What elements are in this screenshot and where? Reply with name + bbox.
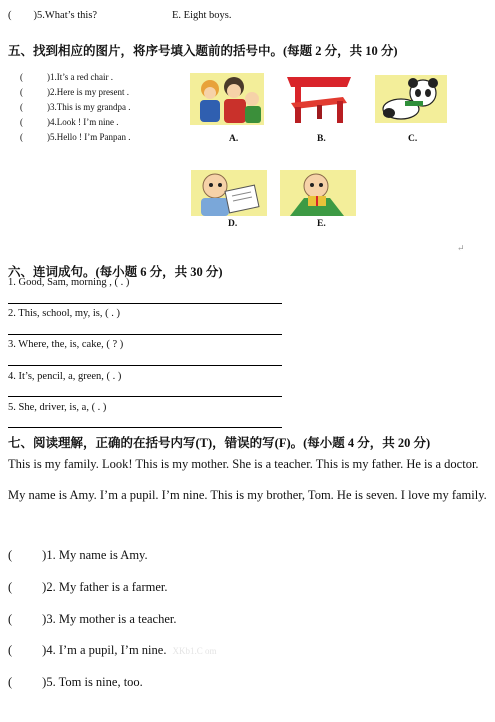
s5-item-2: ( )2.Here is my present . xyxy=(20,87,129,97)
reading-passage: This is my family. Look! This is my mother. She is a teacher. This is my father. He is a doctor. My name is Amy. I’m a pupil. I’m nine. This is my brother, Tom. He is seven. I love my family. xyxy=(8,457,487,502)
s5-item-4: ( )4.Look ! I’m nine . xyxy=(20,117,119,127)
section5-heading: 五、找到相应的图片，将序号填入题前的括号中。(每题 2 分，共 10 分) xyxy=(8,44,398,58)
picture-b-red-chair xyxy=(281,73,357,125)
s7-item-1: ( )1. My name is Amy. xyxy=(8,548,148,562)
answer-line-4[interactable] xyxy=(8,396,282,397)
picture-c-panda xyxy=(375,75,447,123)
s7-item-2: ( )2. My father is a farmer. xyxy=(8,580,168,594)
top-question-5: ( )5.What’s this? xyxy=(8,10,98,21)
s5-item-5: ( )5.Hello ! I’m Panpan . xyxy=(20,132,131,142)
s7-item-3: ( )3. My mother is a teacher. xyxy=(8,612,177,626)
label-c: C. xyxy=(408,134,418,144)
label-b: B. xyxy=(317,134,326,144)
section6-heading: 六、连词成句。(每小题 6 分，共 30 分) xyxy=(8,265,223,279)
s5-item-3: ( )3.This is my grandpa . xyxy=(20,102,131,112)
watermark: XKb1.C om xyxy=(172,646,217,656)
picture-e-boy-present xyxy=(280,170,356,216)
answer-line-5[interactable] xyxy=(8,427,282,428)
s6-item-3: 3. Where, the, is, cake, ( ? ) xyxy=(8,339,124,350)
answer-line-2[interactable] xyxy=(8,334,282,335)
s6-item-5: 5. She, driver, is, a, ( . ) xyxy=(8,402,107,413)
s7-item-4: ( )4. I’m a pupil, I’m nine. XKb1.C om xyxy=(8,643,217,657)
top-option-e: E. Eight boys. xyxy=(172,10,232,21)
s6-item-2: 2. This, school, my, is, ( . ) xyxy=(8,308,120,319)
picture-d-grandpa xyxy=(191,170,267,216)
label-e: E. xyxy=(317,219,326,229)
s6-item-1: 1. Good, Sam, morning , ( . ) xyxy=(8,277,130,288)
label-a: A. xyxy=(229,134,239,144)
answer-line-3[interactable] xyxy=(8,365,282,366)
section7-heading: 七、阅读理解，正确的在括号内写(T)，错误的写(F)。(每小题 4 分，共 20 分) xyxy=(8,436,431,450)
s5-item-1: ( )1.It’s a red chair . xyxy=(20,72,113,82)
picture-a-family xyxy=(190,73,264,125)
answer-line-1[interactable] xyxy=(8,303,282,304)
label-d: D. xyxy=(228,219,238,229)
s7-item-5: ( )5. Tom is nine, too. xyxy=(8,675,143,689)
s6-item-4: 4. It’s, pencil, a, green, ( . ) xyxy=(8,371,122,382)
return-mark: ↵ xyxy=(457,243,465,253)
